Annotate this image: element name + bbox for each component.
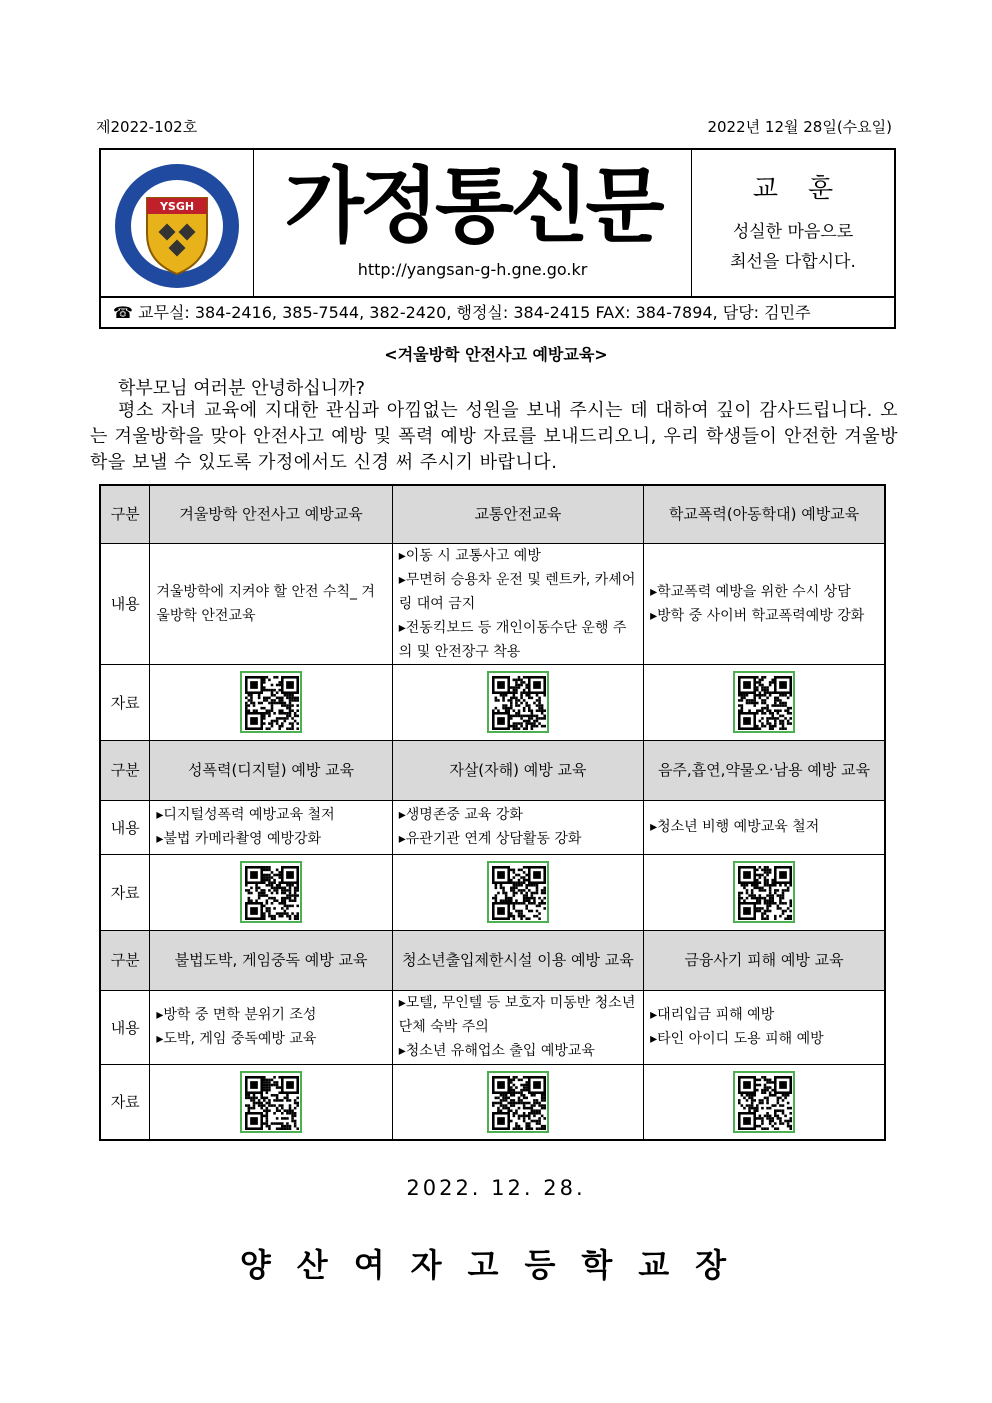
contact-info: 교무실: 384-2416, 385-7544, 382-2420, 행정실: 384-2415 FAX: 384-7894, 담당: 김민주 (138, 303, 811, 322)
content-item: ▸타인 아이디 도용 피해 예방 (650, 1031, 824, 1047)
sign-date: 2022. 12. 28. (406, 1176, 586, 1200)
qr-cell (150, 1064, 392, 1140)
logo-text: YSGH (159, 200, 195, 213)
category-label: 구분 (100, 485, 150, 543)
content-item: ▸무면허 승용차 운전 및 렌트카, 카셰어링 대여 금지 (398, 571, 636, 612)
topic-header: 겨울방학 안전사고 예방교육 (150, 485, 392, 543)
topic-header: 교통안전교육 (392, 485, 643, 543)
topic-content (644, 543, 885, 664)
content-item: ▸불법 카메라촬영 예방강화 (156, 831, 322, 847)
content-item: ▸청소년 비행 예방교육 철저 (650, 819, 820, 835)
education-table (99, 484, 886, 1141)
content-item: ▸도박, 게임 중독예방 교육 (156, 1031, 317, 1047)
content-item: ▸대리입금 피해 예방 (650, 1007, 775, 1023)
material-label: 자료 (100, 664, 150, 740)
topic-header: 학교폭력(아동학대) 예방교육 (644, 485, 885, 543)
topic-header: 불법도박, 게임중독 예방 교육 (150, 930, 392, 990)
content-item: ▸유관기관 연계 상담활동 강화 (398, 831, 582, 847)
qr-cell (392, 664, 643, 740)
topic-content (392, 800, 643, 854)
qr-code-icon[interactable] (240, 861, 302, 923)
table-header-row (100, 740, 885, 800)
content-item: ▸학교폭력 예방을 위한 수시 상담 (650, 583, 851, 600)
material-label: 자료 (100, 854, 150, 930)
topic-content (150, 543, 392, 664)
contact-row (101, 296, 894, 327)
qr-code-icon[interactable] (733, 1071, 795, 1133)
motto-line-2: 최선을 다합시다. (730, 252, 856, 272)
qr-cell (150, 854, 392, 930)
table-content-row (100, 800, 885, 854)
principal-signature: 양산여자고등학교장 (239, 1246, 753, 1284)
content-item: ▸디지털성폭력 예방교육 철저 (156, 807, 335, 823)
title-cell (254, 150, 692, 296)
topic-header: 청소년출입제한시설 이용 예방 교육 (392, 930, 643, 990)
content-item: ▸생명존중 교육 강화 (398, 807, 523, 823)
qr-cell (644, 854, 885, 930)
qr-cell (392, 854, 643, 930)
qr-code-icon[interactable] (733, 671, 795, 733)
topic-content (644, 800, 885, 854)
material-label: 자료 (100, 1064, 150, 1140)
qr-code-icon[interactable] (240, 1071, 302, 1133)
table-material-row (100, 854, 885, 930)
content-item: ▸방학 중 면학 분위기 조성 (156, 1007, 317, 1023)
qr-code-icon[interactable] (487, 861, 549, 923)
topic-content (392, 543, 643, 664)
qr-code-icon[interactable] (487, 1071, 549, 1133)
table-content-row (100, 543, 885, 664)
topic-content (392, 990, 643, 1064)
category-label: 구분 (100, 740, 150, 800)
content-label: 내용 (100, 990, 150, 1064)
topic-header: 금융사기 피해 예방 교육 (644, 930, 885, 990)
motto-cell (692, 150, 894, 296)
issue-date: 2022년 12월 28일(수요일) (707, 118, 892, 136)
qr-code-icon[interactable] (487, 671, 549, 733)
content-item: ▸모텔, 무인텔 등 보호자 미동반 청소년 단체 숙박 주의 (398, 995, 636, 1035)
qr-code-icon[interactable] (240, 671, 302, 733)
topic-header: 자살(자해) 예방 교육 (392, 740, 643, 800)
content-label: 내용 (100, 543, 150, 664)
qr-cell (644, 1064, 885, 1140)
content-item: ▸청소년 유해업소 출입 예방교육 (398, 1043, 595, 1059)
greeting: 학부모님 여러분 안녕하십니까? (118, 378, 366, 399)
table-material-row (100, 664, 885, 740)
issue-number: 제2022-102호 (96, 118, 198, 136)
letter-body: 평소 자녀 교육에 지대한 관심과 아낌없는 성원을 보내 주시는 데 대하여 깊이 감사드립니다. 오는 겨울방학을 맞아 안전사고 예방 및 폭력 예방 자료를 보내드리오니, 우리 학생들이 안전한 겨울방학을 보낼 수 있도록 가정에서도 신경 써 주시기 바랍니다. (90, 400, 898, 473)
table-header-row (100, 930, 885, 990)
content-item: 겨울방학에 지켜야 할 안전 수칙_ 겨울방학 안전교육 (156, 583, 375, 624)
content-item: ▸전동킥보드 등 개인이동수단 운행 주의 및 안전장구 착용 (398, 619, 627, 660)
category-label: 구분 (100, 930, 150, 990)
qr-code-icon[interactable] (733, 861, 795, 923)
page-title: 가정통신문 (284, 159, 661, 254)
topic-header: 음주,흡연,약물오·남용 예방 교육 (644, 740, 885, 800)
table-content-row (100, 990, 885, 1064)
topic-content (150, 990, 392, 1064)
logo-cell (101, 150, 254, 296)
phone-icon: ☎ (113, 303, 133, 322)
topic-header: 성폭력(디지털) 예방 교육 (150, 740, 392, 800)
qr-cell (392, 1064, 643, 1140)
content-item: ▸이동 시 교통사고 예방 (398, 547, 541, 564)
table-material-row (100, 1064, 885, 1140)
letter-subject: <겨울방학 안전사고 예방교육> (384, 345, 608, 364)
topic-content (150, 800, 392, 854)
motto-line-1: 성실한 마음으로 (732, 222, 854, 242)
topic-content (644, 990, 885, 1064)
letterhead (99, 148, 896, 329)
motto-heading: 교훈 (752, 174, 864, 204)
content-label: 내용 (100, 800, 150, 854)
qr-cell (150, 664, 392, 740)
school-url[interactable]: http://yangsan-g-h.gne.go.kr (357, 260, 588, 279)
content-item: ▸방학 중 사이버 학교폭력예방 강화 (650, 607, 865, 624)
table-header-row (100, 485, 885, 543)
qr-cell (644, 664, 885, 740)
school-logo (113, 162, 241, 290)
